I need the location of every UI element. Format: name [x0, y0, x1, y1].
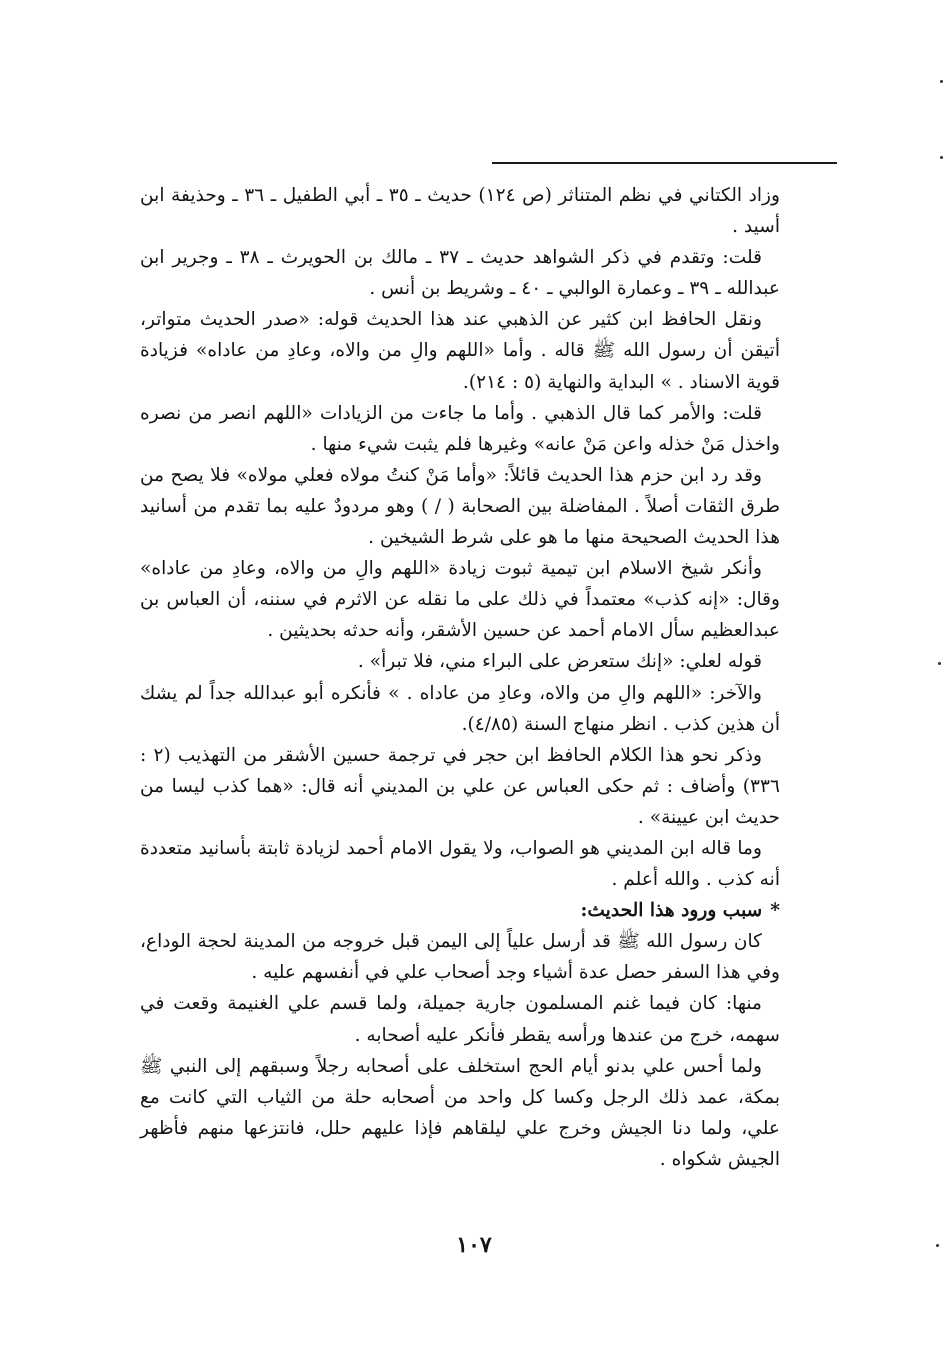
scan-speck — [940, 80, 943, 83]
page-number: ١٠٧ — [456, 1232, 492, 1258]
paragraph-al-akhar: والآخر: «اللهم والِ من والاه، وعادِ من عاداه . » فأنكره أبو عبدالله جداً لم يشك أن هذين كذب . انظر منهاج السنة (٤/٨٥). — [140, 682, 780, 735]
section-heading — [140, 895, 780, 926]
scan-speck — [940, 156, 943, 159]
paragraph-qawluhu-li-ali: قوله لعلي: «إنك ستعرض على البراء مني، فلا تبرأ» . — [357, 651, 762, 673]
paragraph-ibn-hajar: وذكر نحو هذا الكلام الحافظ ابن حجر في ترجمة حسين الأشقر من التهذيب (٢ : ٣٣٦) وأضاف : ثم حكى العباس عن علي بن المديني أنه قال: «هما كذب ليسا من حديث ابن عيينة» . — [140, 744, 780, 828]
paragraph-ibn-taymiyya: وأنكر شيخ الاسلام ابن تيمية ثبوت زيادة «اللهم والِ من والاه، وعادِ من عاداه» وقال: «إنه كذب» معتمداً في ذلك على ما نقله عن الاثرم في سننه، أن العباس بن عبدالعظيم سأل الامام أحمد عن حسين الأشقر، وأنه حدثه بحديثين . — [140, 558, 780, 642]
paragraph-shawahid: قلت: وتقدم في ذكر الشواهد حديث ـ ٣٧ ـ مالك بن الحويرث ـ ٣٨ ـ وجرير ابن عبدالله ـ ٣٩ ـ وعمارة الوالبي ـ ٤٠ ـ وشريط بن أنس . — [140, 247, 780, 300]
paragraph-jariya: منها: كان فيما غنم المسلمون جارية جميلة، ولما قسم علي الغنيمة وقعت في سهمه، خرج من عندها ورأسه يقطر فأنكر عليه أصحابه . — [140, 993, 780, 1046]
paragraph-yemen-mission: كان رسول الله ﷺ قد أرسل علياً إلى اليمن قبل خروجه من المدينة لحجة الوداع، وفي هذا السفر حصل عدة أشياء وجد أصحاب علي في أنفسهم عليه . — [140, 931, 780, 984]
footnote-body — [140, 180, 780, 1175]
paragraph-hulal: ولما أحس علي بدنو أيام الحج استخلف على أصحابه رجلاً وسبقهم إلى النبي ﷺ بمكة، عمد ذلك الرجل وكسا كل واحد من أصحابه حلة من الثياب التي كانت مع علي، ولما دنا الجيش وخرج علي ليلقاهم فإذا عليهم حلل، فانتزعها منهم فأظهر الجيش شكواه . — [140, 1055, 780, 1170]
section-heading-text: سبب ورود هذا الحديث: — [580, 900, 763, 922]
footnote-separator-rule — [492, 162, 837, 164]
paragraph-ziyadat: قلت: والأمر كما قال الذهبي . وأما ما جاءت من الزيادات «اللهم انصر من نصره واخذل مَنْ خذله واعن مَنْ عانه» وغيرها فلم يثبت شيء منها . — [140, 402, 780, 455]
scan-speck — [936, 1244, 939, 1247]
scan-speck — [938, 662, 941, 665]
paragraph-kattani: وزاد الكتاني في نظم المتناثر (ص ١٢٤) حديث ـ ٣٥ ـ أبي الطفيل ـ ٣٦ ـ وحذيفة ابن أسيد . — [140, 185, 780, 238]
paragraph-ibn-hazm: وقد رد ابن حزم هذا الحديث قائلاً: «وأما مَنْ كنتُ مولاه فعلي مولاه» فلا يصح من طرق الثقات أصلاً . المفاضلة بين الصحابة ( / ) وهو مردودٌ عليه بما تقدم من أسانيد هذا الحديث الصحيحة منها ما هو على شرط الشيخين . — [140, 464, 780, 549]
paragraph-ibn-kathir-quote: ونقل الحافظ ابن كثير عن الذهبي عند هذا الحديث قوله: «صدر الحديث متواتر، أتيقن أن رسول الله ﷺ قاله . وأما «اللهم والِ من والاه، وعادِ من عاداه» فزيادة قوية الاسناد . » البداية والنهاية (٥ : ٢١٤). — [140, 309, 780, 393]
paragraph-ibn-al-madini: وما قاله ابن المديني هو الصواب، ولا يقول الامام أحمد لزيادة ثابتة بأسانيد متعددة أنه كذب . والله أعلم . — [140, 837, 780, 891]
asterisk-icon: * — [770, 900, 780, 922]
